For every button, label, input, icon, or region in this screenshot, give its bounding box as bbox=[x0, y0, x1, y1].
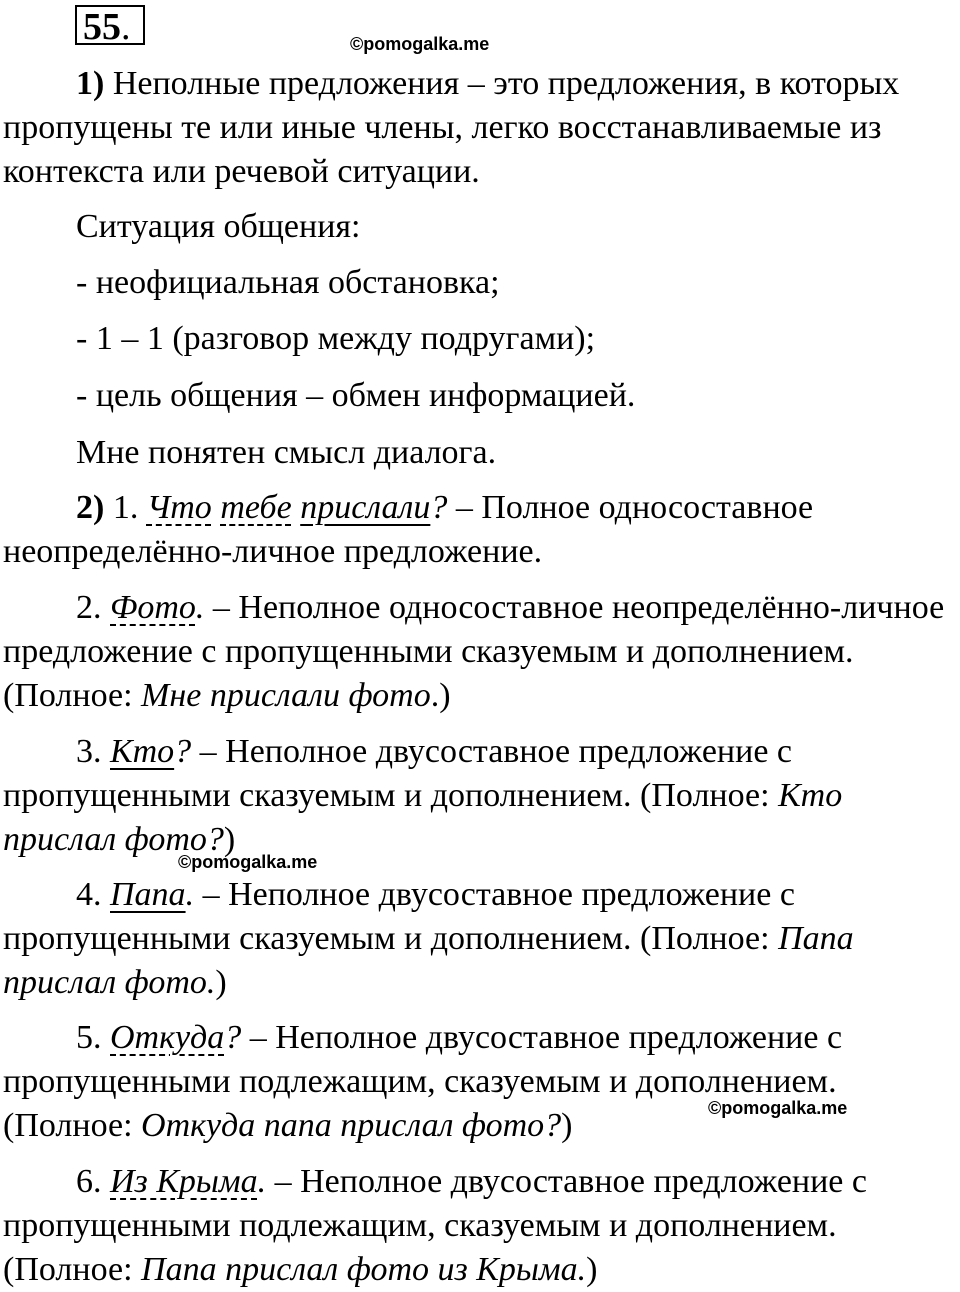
sentence-4: 4. Папа. – Неполное двусоставное предложение с пропущенными сказуемым и дополнением. (Полное: Папа прислал фото.) bbox=[3, 876, 854, 1001]
sentence-5: 5. Откуда? – Неполное двусоставное предложение с пропущенными подлежащим, сказуемым и дополнением. (Полное: Откуда папа прислал фото?) bbox=[3, 1019, 843, 1144]
sentence-6: 6. Из Крыма. – Неполное двусоставное предложение с пропущенными подлежащим, сказуемым и дополнением. (Полное: Папа прислал фото из Крыма.) bbox=[3, 1163, 867, 1288]
sentence-1: 2) 1. Что тебе прислали? – Полное односоставное неопределённо-личное предложение. bbox=[3, 489, 814, 570]
sentence-3: 3. Кто? – Неполное двусоставное предложение с пропущенными сказуемым и дополнением. (Полное: Кто прислал фото?) bbox=[3, 733, 843, 858]
sentence-2: 2. Фото. – Неполное односоставное неопределённо-личное предложение с пропущенными сказуемым и дополнением. (Полное: Мне прислали фото.) bbox=[3, 589, 945, 714]
watermark: ©pomogalka.me bbox=[178, 852, 318, 872]
exercise-number: 55. bbox=[75, 5, 145, 45]
situation-title: Ситуация общения: bbox=[76, 208, 361, 245]
list-item: - 1 – 1 (разговор между подругами); bbox=[76, 320, 596, 357]
list-item: - цель общения – обмен информацией. bbox=[76, 377, 636, 414]
list-item: - неофициальная обстановка; bbox=[76, 264, 500, 301]
watermark: ©pomogalka.me bbox=[708, 1098, 848, 1118]
definition-paragraph: 1) Неполные предложения – это предложения, в которых пропущены те или иные члены, легко восстанавливаемые из контекста или речевой ситуации. bbox=[3, 65, 900, 190]
watermark: ©pomogalka.me bbox=[350, 34, 490, 54]
conclusion: Мне понятен смысл диалога. bbox=[76, 434, 497, 471]
